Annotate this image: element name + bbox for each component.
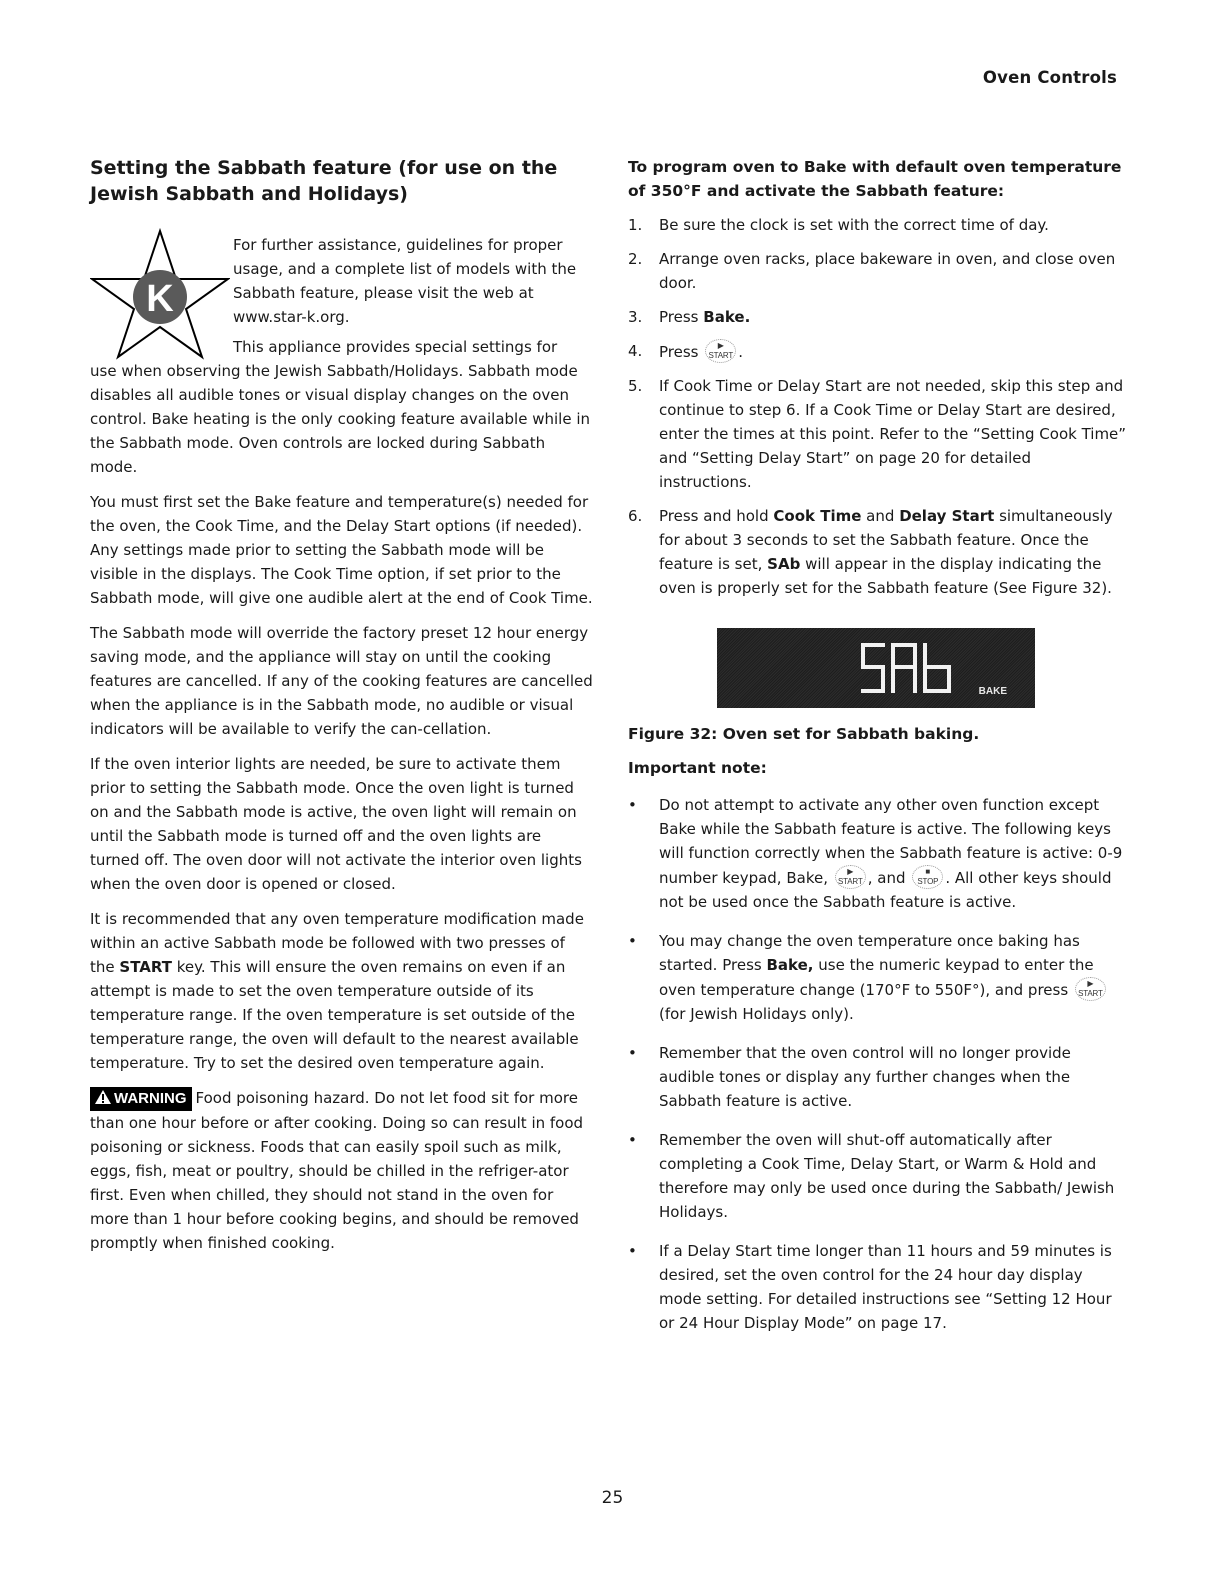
paragraph-energy-saving: The Sabbath mode will override the factory preset 12 hour energy saving mode, and the appliance will stay on until the cooking features are cancelled. If any of the cooking features are cancelled when the appliance is in the Sabbath mode, no audible or visual indicators will be available to verify the can-cellation. bbox=[90, 624, 593, 738]
display-mode-label: BAKE bbox=[978, 686, 1007, 697]
intro-text: For further assistance, guidelines for proper usage, and a complete list of models with the Sabbath feature, please visit the web at www.star-k.org. bbox=[233, 236, 577, 326]
paragraph-temperature: It is recommended that any oven temperature modification made within an active Sabbath mode be followed with two presses of the START key. This will ensure the oven remains on even if an attempt is made to set the oven temperature outside of its temperature range. If the oven temperature is set outside of the temperature range, the oven will default to the nearest available temperature. Try to set the desired oven temperature again. bbox=[90, 910, 584, 1072]
important-notes bbox=[628, 793, 1128, 1335]
display-readout bbox=[857, 639, 957, 699]
note-item: • Remember the oven will shut-off automatically after completing a Cook Time, Delay Start, or Warm & Hold and therefore may only be used once during the Sabbath/ Jewish Holidays. bbox=[628, 1131, 1115, 1221]
stop-key-icon: ■ STOP bbox=[912, 865, 943, 889]
step-4: 4. Press ▶ START . bbox=[628, 341, 744, 361]
procedure-steps bbox=[628, 213, 1128, 600]
figure-caption: Figure 32: Oven set for Sabbath baking. bbox=[628, 725, 980, 743]
step-2: 2. Arrange oven racks, place bakeware in oven, and close oven door. bbox=[628, 250, 1116, 292]
warning-icon bbox=[95, 1090, 111, 1104]
page-number: 25 bbox=[601, 1488, 624, 1508]
paragraph-oven-lights: If the oven interior lights are needed, be sure to activate them prior to setting the Sabbath mode. Once the oven light is turned on and the Sabbath mode is active, the oven light will remain on until the Sabbath mode is turned off and the oven lights are turned off. The oven door will not activate the interior oven lights when the oven door is opened or closed. bbox=[90, 755, 582, 893]
step-5: 5. If Cook Time or Delay Start are not needed, skip this step and continue to step 6. If a Cook Time or Delay Start are desired, enter the times at this point. Refer to the “Setting Cook Time” and “Setting Delay Start” on page 20 for detailed instructions. bbox=[628, 377, 1127, 491]
note-item: • Remember that the oven control will no longer provide audible tones or display any further changes when the Sabbath feature is active. bbox=[628, 1044, 1071, 1110]
paragraph-bake-settings: You must first set the Bake feature and temperature(s) needed for the oven, the Cook Time, and the Delay Start options (if needed). Any settings made prior to setting the Sabbath mode will be visible in the displays. The Cook Time option, if set prior to the Sabbath mode, will give one audible alert at the end of Cook Time. bbox=[90, 493, 593, 607]
start-key-icon: ▶ START bbox=[705, 339, 736, 363]
start-key-icon: ▶ START bbox=[835, 865, 866, 889]
warning-paragraph bbox=[90, 1086, 593, 1255]
step-3: 3. Press Bake. bbox=[628, 308, 751, 326]
start-key-label: START bbox=[119, 958, 172, 976]
star-k-intro bbox=[90, 233, 593, 479]
note-item: • Do not attempt to activate any other oven function except Bake while the Sabbath feature is active. The following keys will function correctly when the Sabbath feature is active: 0-9 number keypad, Bake, ▶ START , and ■ STOP . All other keys should not be used once the Sabbath feature is active. bbox=[628, 796, 1123, 911]
step-1: 1. Be sure the clock is set with the correct time of day. bbox=[628, 216, 1049, 234]
section-title: Setting the Sabbath feature (for use on the Jewish Sabbath and Holidays) bbox=[90, 157, 558, 205]
procedure-heading: To program oven to Bake with default oven temperature of 350°F and activate the Sabbath feature: bbox=[628, 158, 1122, 200]
warning-text: Food poisoning hazard. Do not let food sit for more than one hour before or after cooking. Doing so can result in food poisoning or sickness. Foods that can easily spoil such as milk, eggs, fish, meat or poultry, should be chilled in the refriger-ator first. Even when chilled, they should not stand in the oven for more than 1 hour before cooking begins, and should be removed promptly when finished cooking. bbox=[90, 1089, 584, 1252]
important-note-title: Important note: bbox=[628, 759, 767, 777]
intro-rest-start: This appliance provides special settings for bbox=[233, 338, 558, 356]
right-column bbox=[628, 155, 1128, 1350]
warning-badge: WARNING bbox=[90, 1087, 192, 1111]
left-column bbox=[90, 155, 593, 1266]
step-6: 6. Press and hold Cook Time and Delay Start simultaneously for about 3 seconds to set the Sabbath feature. Once the feature is set, SAb will appear in the display indicating the oven is properly set for the Sabbath feature (See Figure 32). bbox=[628, 507, 1113, 597]
note-item: • You may change the oven temperature once baking has started. Press Bake, use the numeric keypad to enter the oven temperature change (170°F to 550F°), and press ▶ START (for Jewish Holidays only). bbox=[628, 929, 1128, 1026]
note-item: • If a Delay Start time longer than 11 hours and 59 minutes is desired, set the oven control for the 24 hour day display mode setting. For detailed instructions see “Setting 12 Hour or 24 Hour Display Mode” on page 17. bbox=[628, 1242, 1112, 1332]
intro-rest: use when observing the Jewish Sabbath/Holidays. Sabbath mode disables all audible tones or visual display changes on the oven control. Bake heating is the only cooking feature available while in the Sabbath mode. Oven controls are locked during Sabbath mode. bbox=[90, 362, 590, 476]
star-k-logo bbox=[90, 227, 230, 362]
start-key-icon: ▶ START bbox=[1075, 977, 1106, 1001]
page-header-title: Oven Controls bbox=[982, 68, 1117, 87]
svg-text:K: K bbox=[146, 278, 174, 320]
oven-display-figure bbox=[717, 628, 1035, 708]
